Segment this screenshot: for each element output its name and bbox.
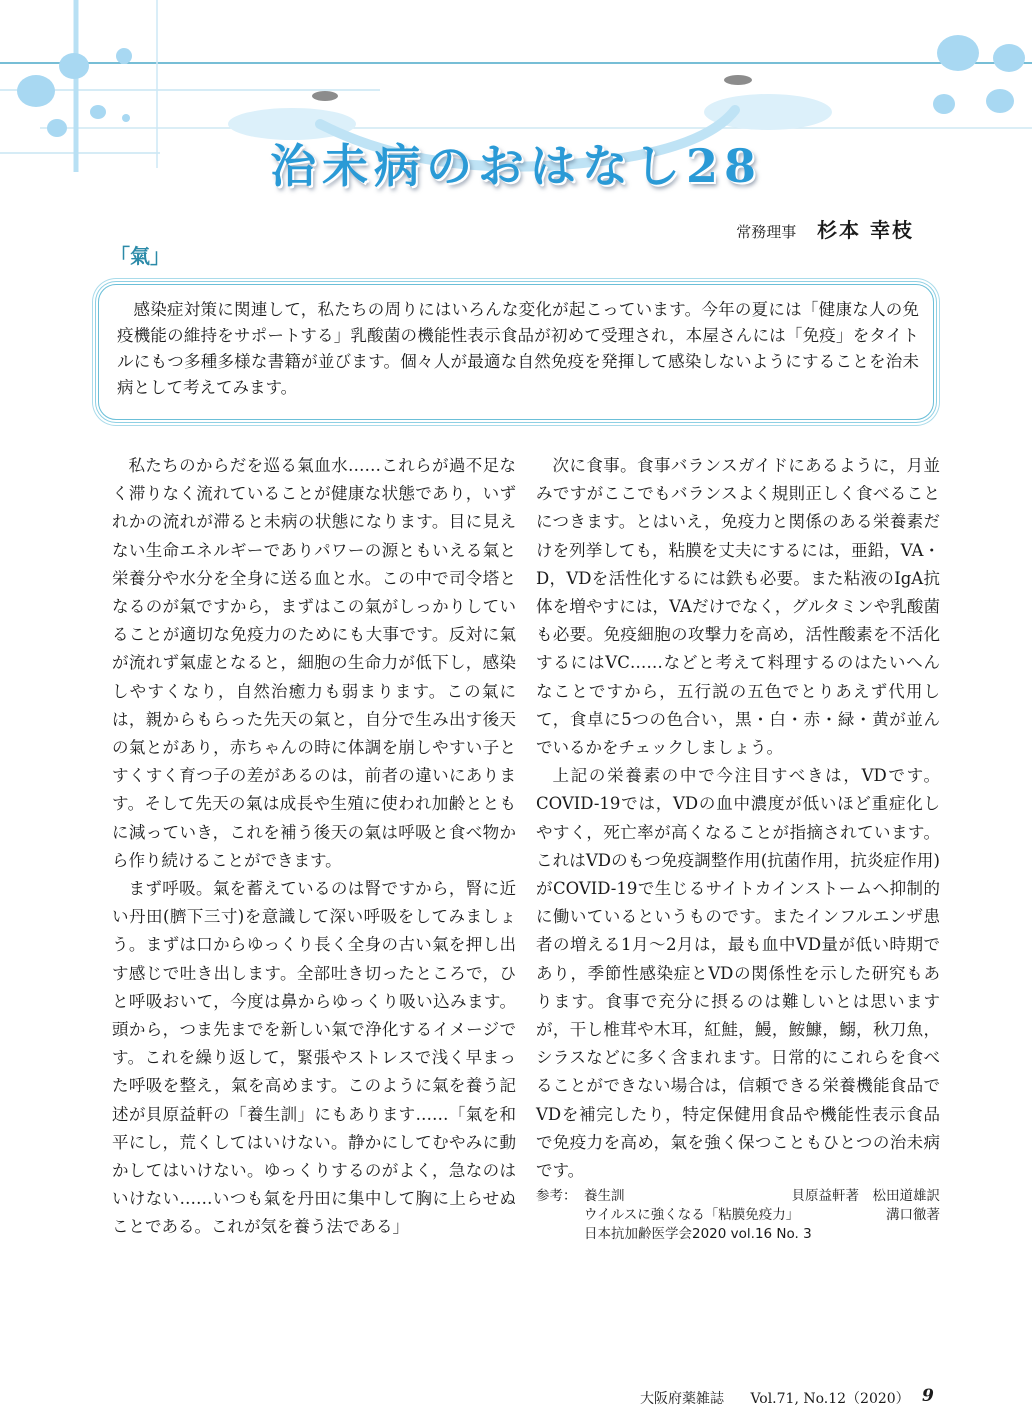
bubble bbox=[986, 89, 1014, 113]
column-left bbox=[112, 452, 516, 1242]
intro-text bbox=[117, 297, 919, 401]
gray-drop bbox=[312, 91, 338, 101]
bubble bbox=[90, 105, 106, 119]
reference-title: 日本抗加齢医学会2020 vol.16 No. 3 bbox=[584, 1226, 812, 1243]
page-number: 9 bbox=[922, 1386, 934, 1406]
body-paragraph: 次に食事。食事バランスガイドにあるように，月並みですがここでもバランスよく規則正しく食べることにつきます。とはいえ，免疫力と関係のある栄養素だけを列挙しても，粘膜を丈夫にするには，亜鉛，VA・D，VDを活性化するには鉄も必要。また粘液のIgA抗体を増やすには，VAだけでなく，グルタミンや乳酸菌も必要。免疫細胞の攻撃力を高め，活性酸素を不活化するにはVC……などと考えて料理するのはたいへんなことですから，五行説の五色でとりあえず代用して，食卓に5つの色合い，黒・白・赤・緑・黄が並んでいるかをチェックしましょう。 bbox=[536, 456, 940, 758]
bubble bbox=[937, 35, 979, 71]
reference-item bbox=[536, 1225, 940, 1244]
volume-info: Vol.71, No.12（2020） bbox=[750, 1391, 910, 1407]
intro-paragraph: 感染症対策に関連して，私たちの周りにはいろんな変化が起こっています。今年の夏には「健康な人の免疫機能の維持をサポートする」乳酸菌の機能性表示食品が初めて受理され，本屋さんには「免疫」をタイトルにもつ多種多様な書籍が並びます。個々人が最適な自然免疫を発揮して感染しないようにすることを治未病として考えてみます。 bbox=[117, 300, 919, 397]
references-label: 参考： bbox=[536, 1188, 577, 1205]
references bbox=[536, 1187, 940, 1244]
series-title: 治未病のおはなし28 bbox=[269, 139, 762, 193]
body-paragraph: 私たちのからだを巡る氣血水……これらが過不足なく滞りなく流れていることが健康な状態であり，いずれかの流れが滞ると未病の状態になります。目に見えない生命エネルギーでありパワーの源ともいえる氣と栄養分や水分を全身に送る血と水。この中で司令塔となるのが氣ですから，まずはこの氣がしっかりしていることが適切な免疫力のためにも大事です。反対に氣が流れず氣虚となると，細胞の生命力が低下し，感染しやすくなり，自然治癒力も弱まります。この氣には，親からもらった先天の氣と，自分で生み出す後天の氣とがあり，赤ちゃんの時に体調を崩しやすい子とすくすく育つ子の差があるのは，前者の違いにあります。そして先天の氣は成長や生殖に使われ加齢とともに減っていき，これを補う後天の氣は呼吸と食べ物から作り続けることができます。 bbox=[112, 456, 517, 870]
bubble bbox=[122, 114, 130, 122]
reference-item bbox=[536, 1206, 940, 1225]
body-paragraph: まず呼吸。氣を蓄えているのは腎ですから，腎に近い丹田(臍下三寸)を意識して深い呼吸をしてみましょう。まずは口からゆっくり長く全身の古い氣を押し出す感じで吐き出します。全部吐き切ったところで，ひと呼吸おいて，今度は鼻からゆっくり吸い込みます。頭から，つま先までを新しい氣で浄化するイメージです。これを繰り返して，緊張やストレスで浅く早まった呼吸を整え，氣を高めます。このように氣を養う記述が貝原益軒の「養生訓」にもあります……「氣を和平にし，荒くしてはいけない。静かにしてむやみに動かしてはいけない。ゆっくりするのがよく，急なのはいけない……いつも氣を丹田に集中して胸に上らせぬことである。これが気を養う法である」 bbox=[112, 879, 516, 1237]
bubble bbox=[17, 75, 55, 107]
intro-box bbox=[98, 284, 934, 420]
reference-author: 溝口徹著 bbox=[886, 1207, 940, 1224]
byline bbox=[736, 214, 914, 243]
author-role: 常務理事 bbox=[736, 223, 797, 241]
gray-drop bbox=[724, 75, 752, 85]
reference-title: ウイルスに強くなる「粘膜免疫力」 bbox=[584, 1207, 800, 1224]
page-footer bbox=[640, 1386, 934, 1408]
header-decoration bbox=[0, 0, 1032, 240]
author-name: 杉本 幸枝 bbox=[817, 218, 914, 242]
reference-title: 養生訓 bbox=[584, 1188, 625, 1205]
magazine-name: 大阪府薬雑誌 bbox=[640, 1391, 724, 1407]
bubble bbox=[933, 94, 955, 114]
bubble bbox=[993, 44, 1025, 72]
section-heading: 「氣」 bbox=[110, 244, 170, 268]
body-paragraph: 上記の栄養素の中で今注目すべきは，VDです。COVID-19では，VDの血中濃度が低いほど重症化しやすく，死亡率が高くなることが指摘されています。これはVDのもつ免疫調整作用(抗菌作用，抗炎症作用)がCOVID-19で生じるサイトカインストームへ抑制的に働いているというものです。またインフルエンザ患者の増える1月～2月は，最も血中VD量が低い時期であり，季節性感染症とVDの関係性を示した研究もあります。食事で充分に摂るのは難しいとは思いますが，干し椎茸や木耳，紅鮭，鰻，鮟鱇，鰯，秋刀魚，シラスなどに多く含まれます。日常的にこれらを食べることができない場合は，信頼できる栄養機能食品でVDを補完したり，特定保健用食品や機能性表示食品で免疫力を高め，氣を強く保つこともひとつの治未病です。 bbox=[536, 766, 940, 1181]
column-right bbox=[536, 452, 940, 1244]
reference-item bbox=[536, 1187, 940, 1206]
bubble bbox=[59, 53, 89, 79]
reference-author: 貝原益軒著 松田道雄訳 bbox=[791, 1188, 940, 1205]
bubble bbox=[116, 48, 132, 64]
